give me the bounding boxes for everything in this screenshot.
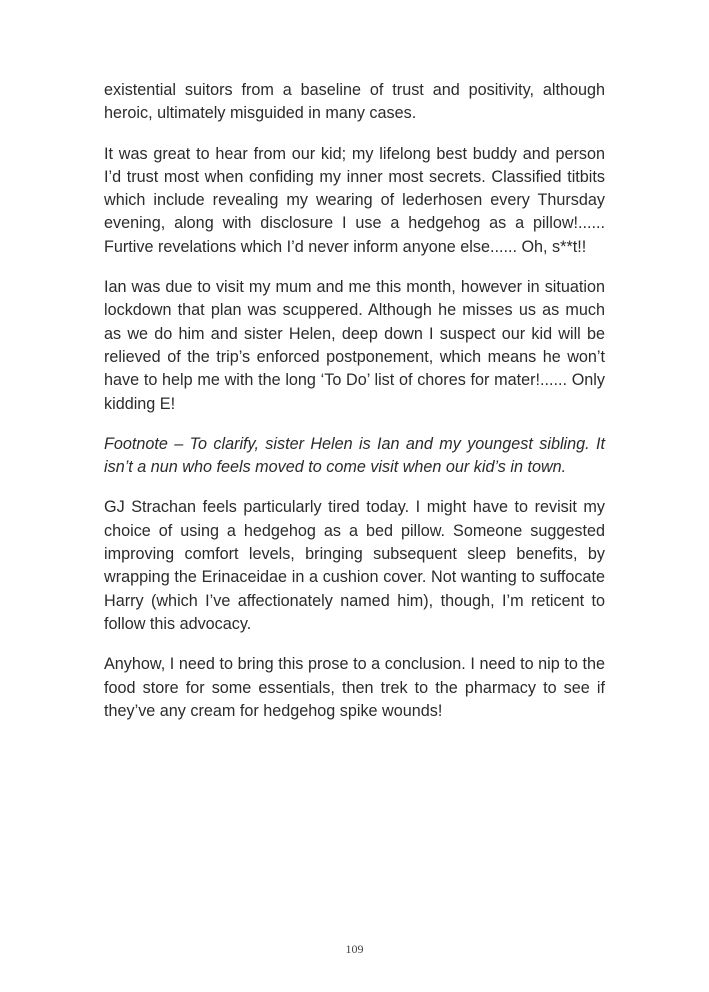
paragraph-continuation: existential suitors from a baseline of trust and positivity, although heroic, ultimately misguided in many cases. (104, 81, 605, 123)
paragraph-footnote: Footnote – To clarify, sister Helen is Ian and my youngest sibling. It isn’t a nun who feels moved to come visit when our kid’s in town. (104, 434, 605, 477)
paragraph-kid-secrets: It was great to hear from our kid; my lifelong best buddy and person I’d trust most when confiding my inner most secrets. Classified titbits which include revealing my wearing of lederhosen every Thursday evening, along with disclosure I use a hedgehog as a pillow!...... Furtive revelations which I’d never inform anyone else...... Oh, s**t!! (104, 144, 605, 256)
page-number: 109 (345, 942, 364, 956)
paragraph-hedgehog-pillow: GJ Strachan feels particularly tired today. I might have to revisit my choice of using a hedgehog as a bed pillow. Someone suggested improving comfort levels, bringing subsequent sleep benefits, by wrapping the Erinaceidae in a cushion cover. Not wanting to suffocate Harry (which I’ve affectionately named him), though, I’m reticent to follow this advocacy. (104, 498, 605, 633)
paragraph-conclusion: Anyhow, I need to bring this prose to a conclusion. I need to nip to the food store for some essentials, then trek to the pharmacy to see if they’ve any cream for hedgehog spike wounds! (104, 655, 605, 720)
body-text (104, 79, 605, 740)
paragraph-ian-visit: Ian was due to visit my mum and me this month, however in situation lockdown that plan was scuppered. Although he misses us as much as we do him and sister Helen, deep down I suspect our kid will be relieved of the trip’s enforced postponement, which means he won’t have to help me with the long ‘To Do’ list of chores for mater!...... Only kidding E! (104, 278, 605, 413)
